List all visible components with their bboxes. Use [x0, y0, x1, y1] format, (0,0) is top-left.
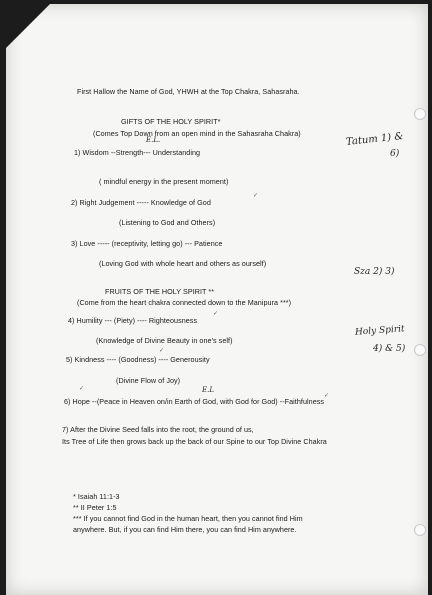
check-mark-5: ✓: [324, 392, 330, 399]
check-mark-1: ✓: [253, 192, 259, 199]
gift-line-1-note: ( mindful energy in the present moment): [99, 177, 229, 186]
reference-2: ** II Peter 1:5: [73, 503, 117, 512]
gifts-title: GIFTS OF THE HOLY SPIRIT*: [121, 117, 221, 126]
fruit-line-4: 4) Humility --- (Piety) ---- Righteousness: [68, 316, 198, 325]
check-mark-4: ✓: [79, 385, 85, 392]
fruit-line-4-note: (Knowledge of Divine Beauty in one's self): [96, 336, 233, 345]
fruit-line-5: 5) Kindness ---- (Goodness) ---- Generousity: [66, 355, 210, 364]
line-7a: 7) After the Divine Seed falls into the root, the ground of us,: [62, 425, 254, 434]
handwritten-note-3: Holy Spirit: [354, 324, 405, 338]
gift-line-3-note: (Loving God with whole heart and others as ourself): [99, 259, 267, 268]
punch-hole-bottom: [414, 524, 426, 536]
fruit-line-5-note: (Divine Flow of Joy): [116, 376, 181, 385]
handwritten-note-3b: 4) & 5): [373, 344, 406, 354]
gift-line-1: 1) Wisdom --Strength--- Understanding: [74, 148, 201, 157]
handwritten-el-1: E.L.: [146, 136, 161, 144]
fruits-subtitle: (Come from the heart chakra connected down to the Manipura ***): [77, 298, 292, 307]
folded-corner: [6, 4, 50, 48]
reference-3: *** If you cannot find God in the human heart, then you cannot find Him: [73, 514, 303, 523]
gift-line-2-note: (Listening to God and Others): [119, 218, 216, 227]
reference-4: anywhere. But, if you can find Him there, you can find Him anywhere.: [73, 525, 297, 534]
line-7b: Its Tree of Life then grows back up the back of our Spine to our Top Divine Chakra: [62, 437, 327, 446]
handwritten-note-1b: 6): [390, 149, 400, 159]
punch-hole-middle: [414, 344, 426, 356]
check-mark-3: ✓: [159, 347, 165, 354]
header-line: First Hallow the Name of God, YHWH at the Top Chakra, Sahasraha.: [77, 87, 300, 96]
reference-1: * Isaiah 11:1-3: [73, 492, 120, 501]
document-page: [6, 4, 428, 595]
handwritten-el-2: E.L: [202, 386, 214, 394]
gift-line-3: 3) Love ----- (receptivity, letting go) --- Patience: [71, 239, 223, 248]
gift-line-2: 2) Right Judgement ----- Knowledge of God: [71, 198, 211, 207]
gifts-subtitle: (Comes Top Down from an open mind in the Sahasraha Chakra): [93, 129, 301, 138]
handwritten-note-2: Sza 2) 3): [354, 267, 395, 277]
punch-hole-top: [414, 108, 426, 120]
fruits-title: FRUITS OF THE HOLY SPIRIT **: [105, 287, 215, 296]
handwritten-note-1: Tatum 1) &: [345, 131, 404, 148]
check-mark-2: ✓: [213, 310, 219, 317]
fruit-line-6: 6) Hope --(Peace in Heaven on/in Earth of God, with God for God) --Faithfulness: [64, 397, 325, 406]
